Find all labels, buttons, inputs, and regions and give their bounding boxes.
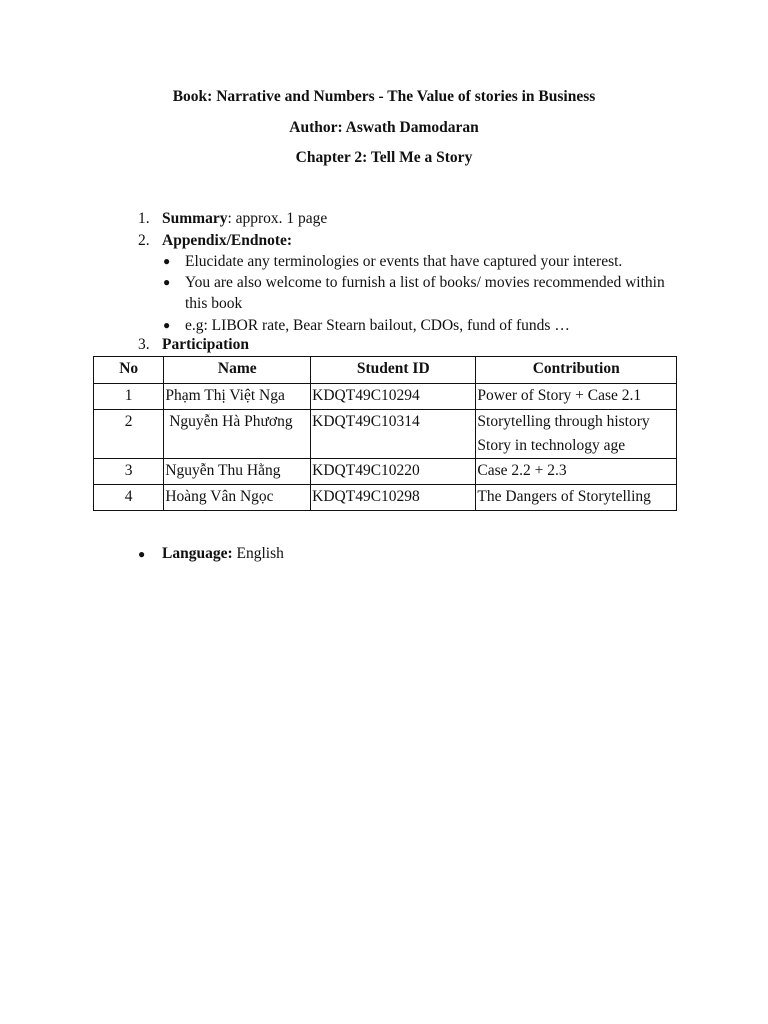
- header-contribution: Contribution: [476, 357, 677, 384]
- list-number: 1.: [138, 210, 150, 227]
- list-label: Summary: [162, 210, 228, 227]
- table-header-row: [94, 357, 677, 384]
- cell-contribution: [476, 410, 677, 459]
- table-row: [94, 384, 677, 410]
- contribution-line: The Dangers of Storytelling: [477, 488, 651, 505]
- cell-student-id: KDQT49C10298: [311, 485, 476, 511]
- header-no: No: [94, 357, 164, 384]
- list-number: 3.: [138, 336, 150, 353]
- language-line: [138, 544, 284, 564]
- bullet-icon: ●: [138, 547, 146, 561]
- table-row: [94, 485, 677, 511]
- cell-name: Phạm Thị Việt Nga: [164, 384, 311, 410]
- list-item-appendix: [138, 231, 292, 251]
- cell-no: 4: [94, 485, 164, 511]
- cell-name: Nguyễn Thu Hằng: [164, 459, 311, 485]
- header-name: Name: [164, 357, 311, 384]
- list-label: Appendix/Endnote:: [162, 232, 293, 249]
- cell-contribution: [476, 485, 677, 511]
- bullet-icon: ●: [163, 318, 171, 332]
- bullet-text: e.g: LIBOR rate, Bear Stearn bailout, CDOs, fund of funds …: [185, 317, 570, 334]
- chapter-title: Chapter 2: Tell Me a Story: [295, 149, 473, 166]
- table-row: [94, 459, 677, 485]
- cell-name: Hoàng Vân Ngọc: [164, 485, 311, 511]
- cell-no: 1: [94, 384, 164, 410]
- book-title: Book: Narrative and Numbers - The Value of stories in Business: [172, 88, 596, 105]
- cell-no: 3: [94, 459, 164, 485]
- cell-contribution: [476, 459, 677, 485]
- bullet-icon: ●: [163, 254, 171, 268]
- contribution-line: Story in technology age: [477, 437, 626, 454]
- cell-student-id: KDQT49C10220: [311, 459, 476, 485]
- contribution-line: Case 2.2 + 2.3: [477, 462, 567, 479]
- language-label: Language:: [162, 545, 233, 562]
- bullet-text: You are also welcome to furnish a list of books/ movies recommended within this book: [185, 274, 665, 312]
- cell-no: 2: [94, 410, 164, 459]
- bullet-text: Elucidate any terminologies or events that have captured your interest.: [185, 253, 623, 270]
- cell-student-id: KDQT49C10314: [311, 410, 476, 459]
- contribution-line: Power of Story + Case 2.1: [477, 387, 642, 404]
- author-line: Author: Aswath Damodaran: [289, 119, 479, 136]
- participation-table: [93, 356, 677, 511]
- table-row: [94, 410, 677, 459]
- header-student-id: Student ID: [311, 357, 476, 384]
- list-item-summary: [138, 209, 327, 229]
- contribution-line: Storytelling through history: [477, 413, 650, 430]
- cell-name: Nguyễn Hà Phương: [164, 410, 311, 459]
- cell-contribution: [476, 384, 677, 410]
- bullet-icon: ●: [163, 275, 171, 289]
- cell-student-id: KDQT49C10294: [311, 384, 476, 410]
- list-text: : approx. 1 page: [227, 210, 328, 227]
- list-item-participation: [138, 335, 249, 355]
- list-label: Participation: [162, 336, 249, 353]
- list-number: 2.: [138, 232, 150, 249]
- language-value: English: [232, 545, 284, 562]
